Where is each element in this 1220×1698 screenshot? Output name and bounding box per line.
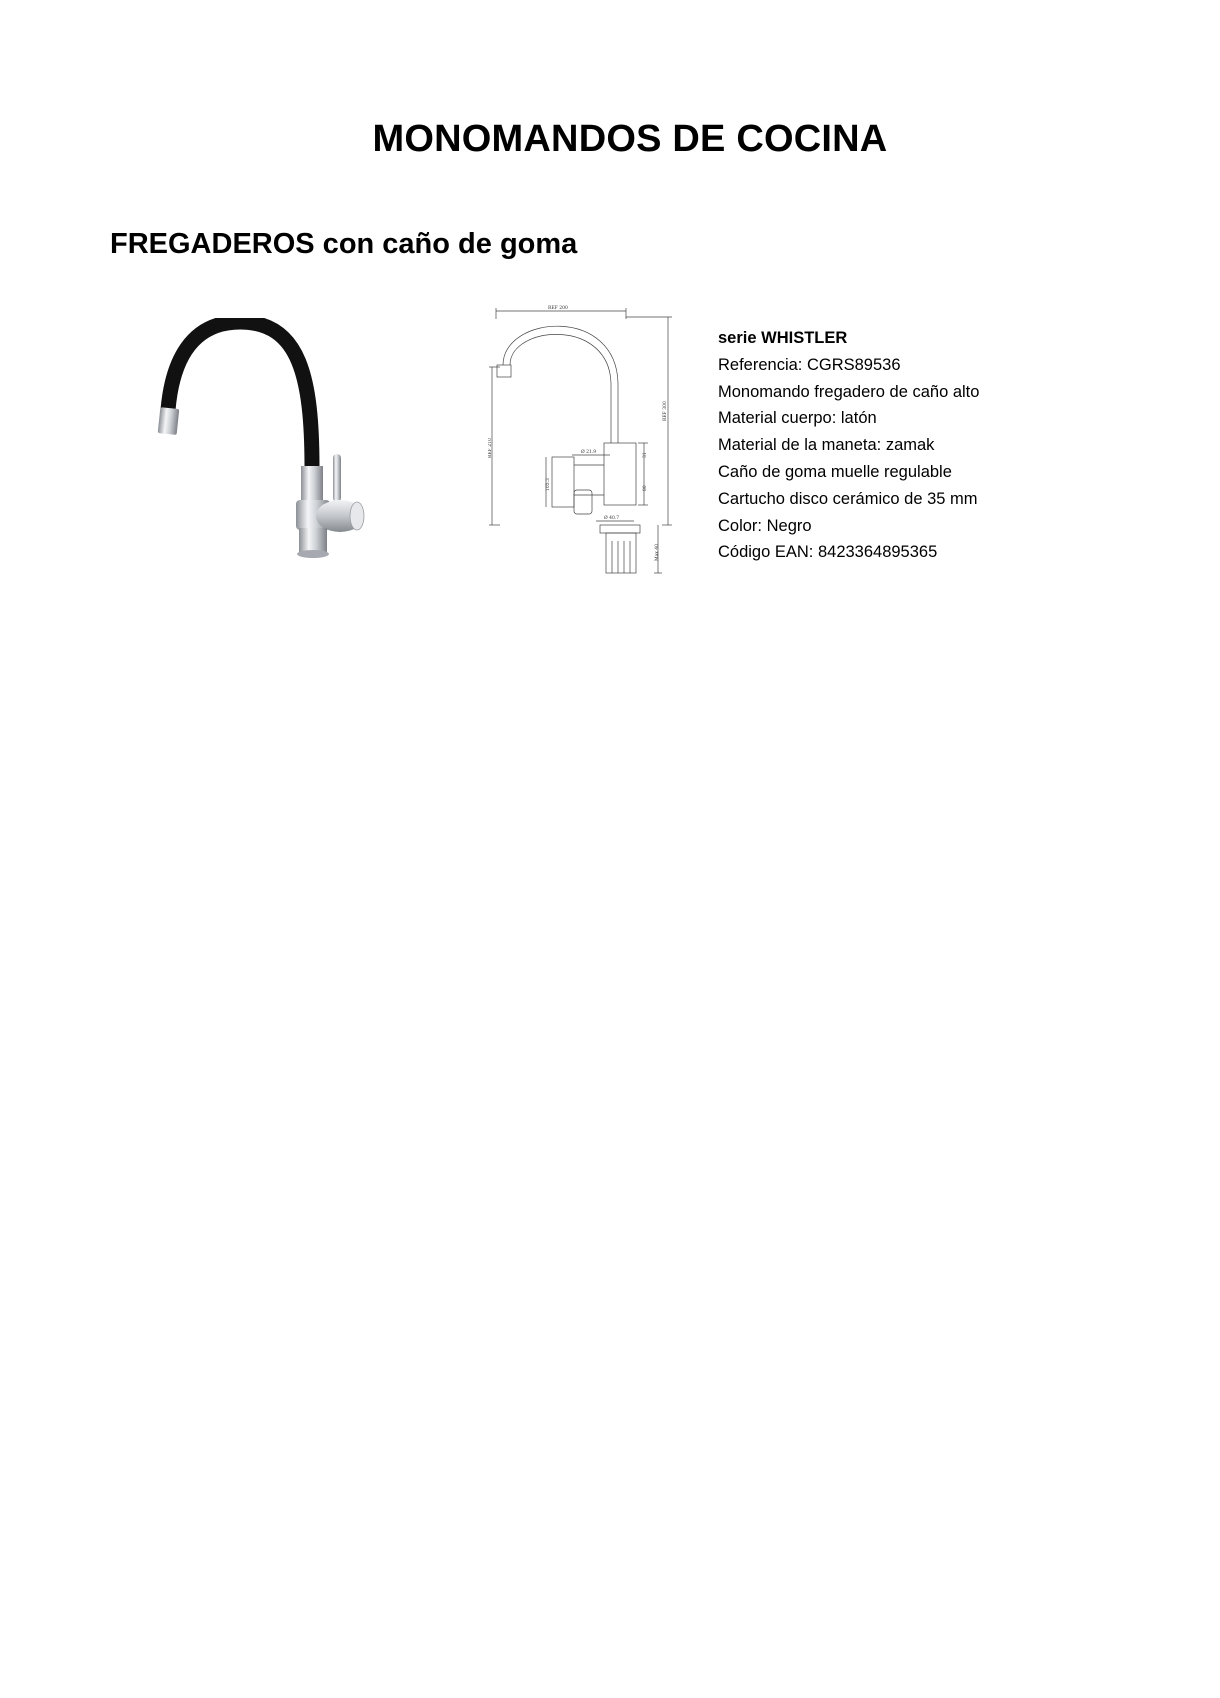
technical-drawing <box>488 305 688 583</box>
dim-handle-length: 105.3 <box>546 478 551 491</box>
spec-spout: Caño de goma muelle regulable <box>718 462 952 481</box>
dim-bottom: Max 40 <box>655 544 660 561</box>
product-series: serie WHISTLER <box>718 329 848 347</box>
page-title: MONOMANDOS DE COCINA <box>372 118 888 160</box>
section-subtitle: FREGADEROS con caño de goma <box>110 228 578 260</box>
spec-cartridge: Cartucho disco cerámico de 35 mm <box>718 489 978 508</box>
spec-handle-material: Material de la maneta: zamak <box>718 436 935 455</box>
faucet-photo <box>150 318 390 568</box>
dim-handle: Ø 21.9 <box>581 450 597 455</box>
spec-color: Color: Negro <box>718 516 812 535</box>
dim-top-width: REF 200 <box>548 306 568 311</box>
dim-left-height: REF 210 <box>488 438 493 458</box>
spec-body-material: Material cuerpo: latón <box>718 409 877 428</box>
product-specs <box>718 325 979 566</box>
spec-description: Monomando fregadero de caño alto <box>718 382 980 401</box>
spec-reference: Referencia: CGRS89536 <box>718 355 901 374</box>
spec-ean: Código EAN: 8423364895365 <box>718 543 938 562</box>
dim-small-top: 31 <box>643 452 648 458</box>
dim-body-diameter: Ø 40.7 <box>604 516 620 521</box>
dim-right-height: REF 300 <box>663 401 668 421</box>
dim-body-height: 80 <box>643 485 648 491</box>
